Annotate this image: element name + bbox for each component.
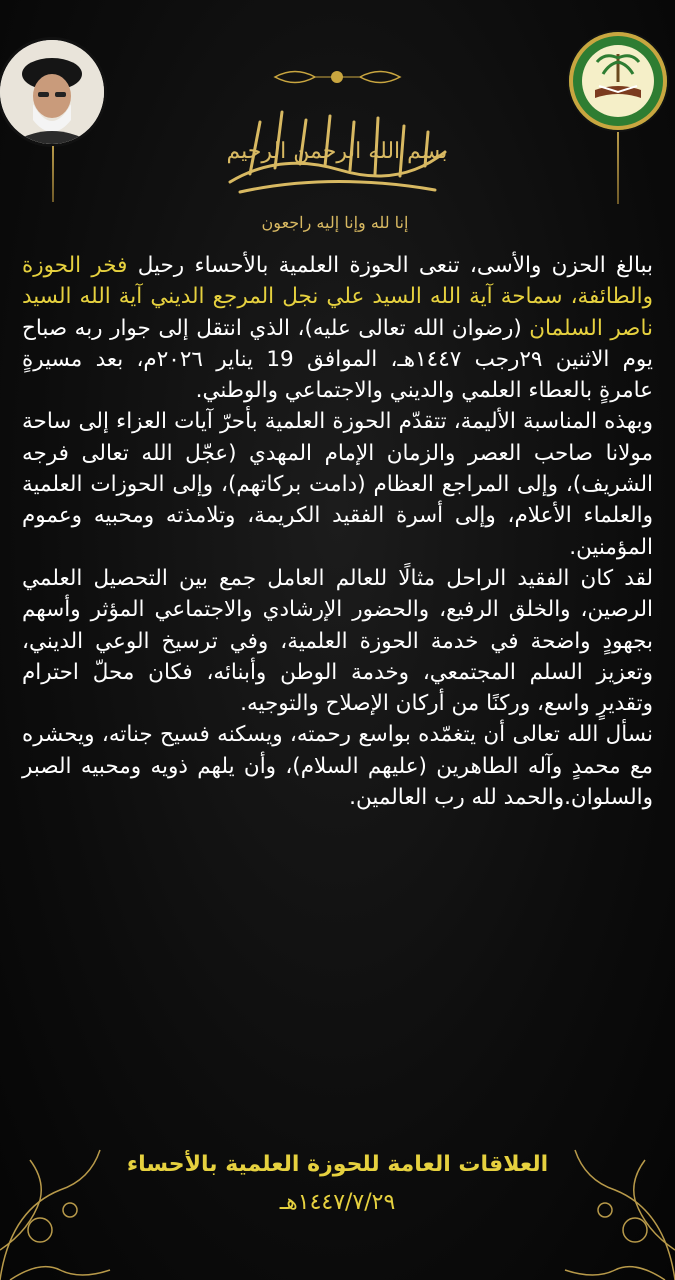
corner-ornament-left (0, 1130, 120, 1280)
paragraph-1-rahil: رحيل (127, 253, 185, 278)
paragraph-4: نسأل الله تعالى أن يتغمّده بواسع رحمته، ويسكنه فسيح جناته، ويحشره مع محمدٍ وآله الطاهرين (عليهم السلام)، وأن يلهم ذويه ومحبيه الصبر والسلوان.والحمد لله رب العالمين. (22, 722, 653, 811)
basmala-text: بسم الله الرحمن الرحيم (226, 139, 448, 164)
top-ornament (270, 66, 405, 88)
paragraph-1 (22, 250, 653, 406)
condolence-text (22, 250, 653, 813)
corner-ornament-right (555, 1130, 675, 1280)
paragraph-1-opening: ببالغ الحزن والأسى، تنعى الحوزة العلمية بالأحساء (194, 253, 653, 278)
paragraph-2: وبهذه المناسبة الأليمة، تتقدّم الحوزة العلمية بأحرّ آيات العزاء إلى ساحة مولانا صاحب العصر والزمان الإمام المهدي (عجّل الله تعالى فرجه الشريف)، وإلى المراجع العظام (دامت بركاتهم)، وإلى الحوزات العلمية والعلماء الأعلام، وإلى أسرة الفقيد الكريمة، وتلامذته ومحبيه وعموم المؤمنين. (22, 409, 653, 560)
verse-calligraphy (255, 200, 415, 242)
hanging-ornament-left (52, 146, 54, 202)
paragraph-1-rest: (رضوان الله تعالى عليه)، الذي انتقل إلى جوار ربه صباح يوم الاثنين ٢٩رجب ١٤٤٧هـ، الموافق 19 يناير ٢٠٢٦م، بعد مسيرةٍ عامرةٍ بالعطاء العلمي والديني والاجتماعي والوطني. (22, 315, 653, 404)
verse-text: إنا لله وإنا إليه راجعون (261, 213, 409, 232)
deceased-name-highlight: فخر الحوزة والطائفة، سماحة آية الله السيد علي نجل المرجع الديني آية الله السيد ناصر السلمان (22, 253, 653, 341)
date: ١٤٤٧/٧/٢٩هـ (279, 1190, 396, 1215)
paragraph-3: لقد كان الفقيد الراحل مثالًا للعالم العامل جمع بين التحصيل العلمي الرصين، والخلق الرفيع، والحضور الإرشادي والاجتماعي المؤثر وأسهم بجهودٍ واضحة في خدمة الحوزة العلمية، وفي ترسيخ الوعي الديني، وتعزيز السلم المجتمعي، وخدمة الوطن وأبنائه، فكان محلّ احترام وتقديرٍ واسع، وركنًا من أركان الإصلاح والتوجيه. (22, 565, 653, 717)
signature: العلاقات العامة للحوزة العلمية بالأحساء (126, 1152, 549, 1177)
portrait-photo (0, 40, 104, 144)
basmala-calligraphy (220, 92, 455, 202)
hawza-logo (569, 32, 667, 130)
hanging-ornament-right (617, 132, 619, 204)
